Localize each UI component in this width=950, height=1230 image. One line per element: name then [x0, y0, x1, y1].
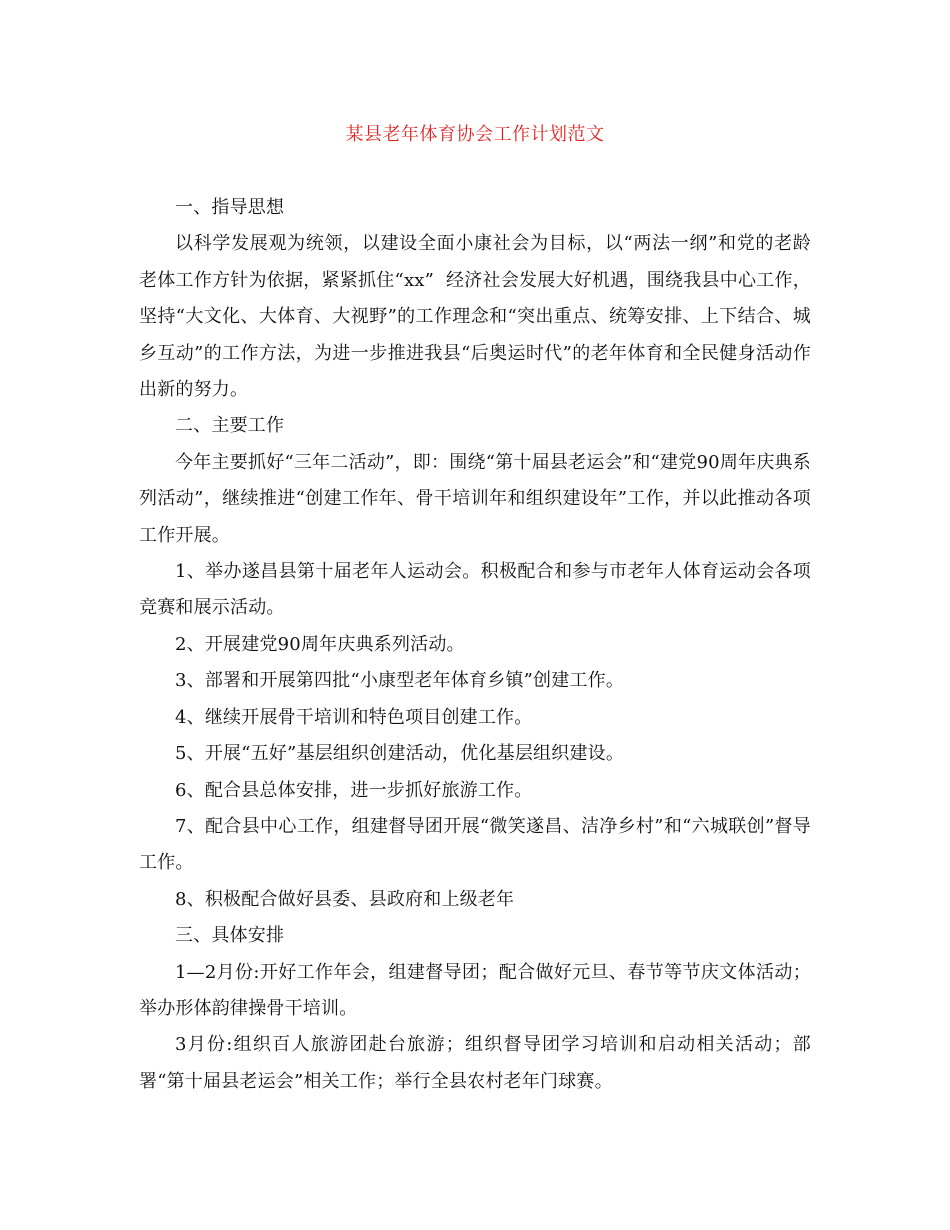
section-heading-guiding-thought: 一、指导思想 — [175, 197, 285, 218]
list-item-6: 6、配合县总体安排，进一步抓好旅游工作。 — [175, 779, 533, 801]
section-heading-specific-arrangements: 三、具体安排 — [175, 925, 285, 947]
schedule-march: 3月份:组织百人旅游团赴台旅游；组织督导团学习培训和启动相关活动；部署“第十届县老运会”相关工作；举行全县农村老年门球赛。 — [139, 1034, 811, 1092]
list-item-2: 2、开展建党90周年庆典系列活动。 — [175, 633, 465, 655]
list-item-7: 7、配合县中心工作，组建督导团开展“微笑遂昌、洁净乡村”和“六城联创”督导工作。 — [139, 815, 811, 874]
list-item-3: 3、部署和开展第四批“小康型老年体育乡镇”创建工作。 — [175, 670, 625, 692]
paragraph-guiding-thought: 以科学发展观为统领，以建设全面小康社会为目标，以“两法一纲”和党的老龄老体工作方针为依据，紧紧抓住“xx” 经济社会发展大好机遇，围绕我县中心工作，坚持“大文化、大体育、大视野”的工作理念和“突出重点、统筹安排、上下结合、城乡互动”的工作方法，为进一步推进我县“后奥运时代”的老年体育和全民健身活动作出新的努力。 — [139, 233, 811, 401]
list-item-1: 1、举办遂昌县第十届老年人运动会。积极配合和参与市老年人体育运动会各项竞赛和展示活动。 — [139, 561, 811, 619]
list-item-5: 5、开展“五好”基层组织创建活动，优化基层组织建设。 — [175, 743, 625, 765]
document-body — [139, 190, 811, 1100]
schedule-jan-feb: 1—2月份:开好工作年会，组建督导团；配合做好元旦、春节等节庆文体活动；举办形体韵律操骨干培训。 — [139, 961, 811, 1019]
paragraph-main-work: 今年主要抓好“三年二活动”，即：围绕“第十届县老运会”和“建党90周年庆典系列活动”，继续推进“创建工作年、骨干培训年和组织建设年”工作，并以此推动各项工作开展。 — [139, 451, 811, 546]
section-heading-main-work: 二、主要工作 — [175, 415, 285, 437]
document-title: 某县老年体育协会工作计划范文 — [345, 124, 605, 145]
list-item-4: 4、继续开展骨干培训和特色项目创建工作。 — [175, 706, 533, 728]
list-item-8: 8、积极配合做好县委、县政府和上级老年 — [175, 888, 515, 910]
